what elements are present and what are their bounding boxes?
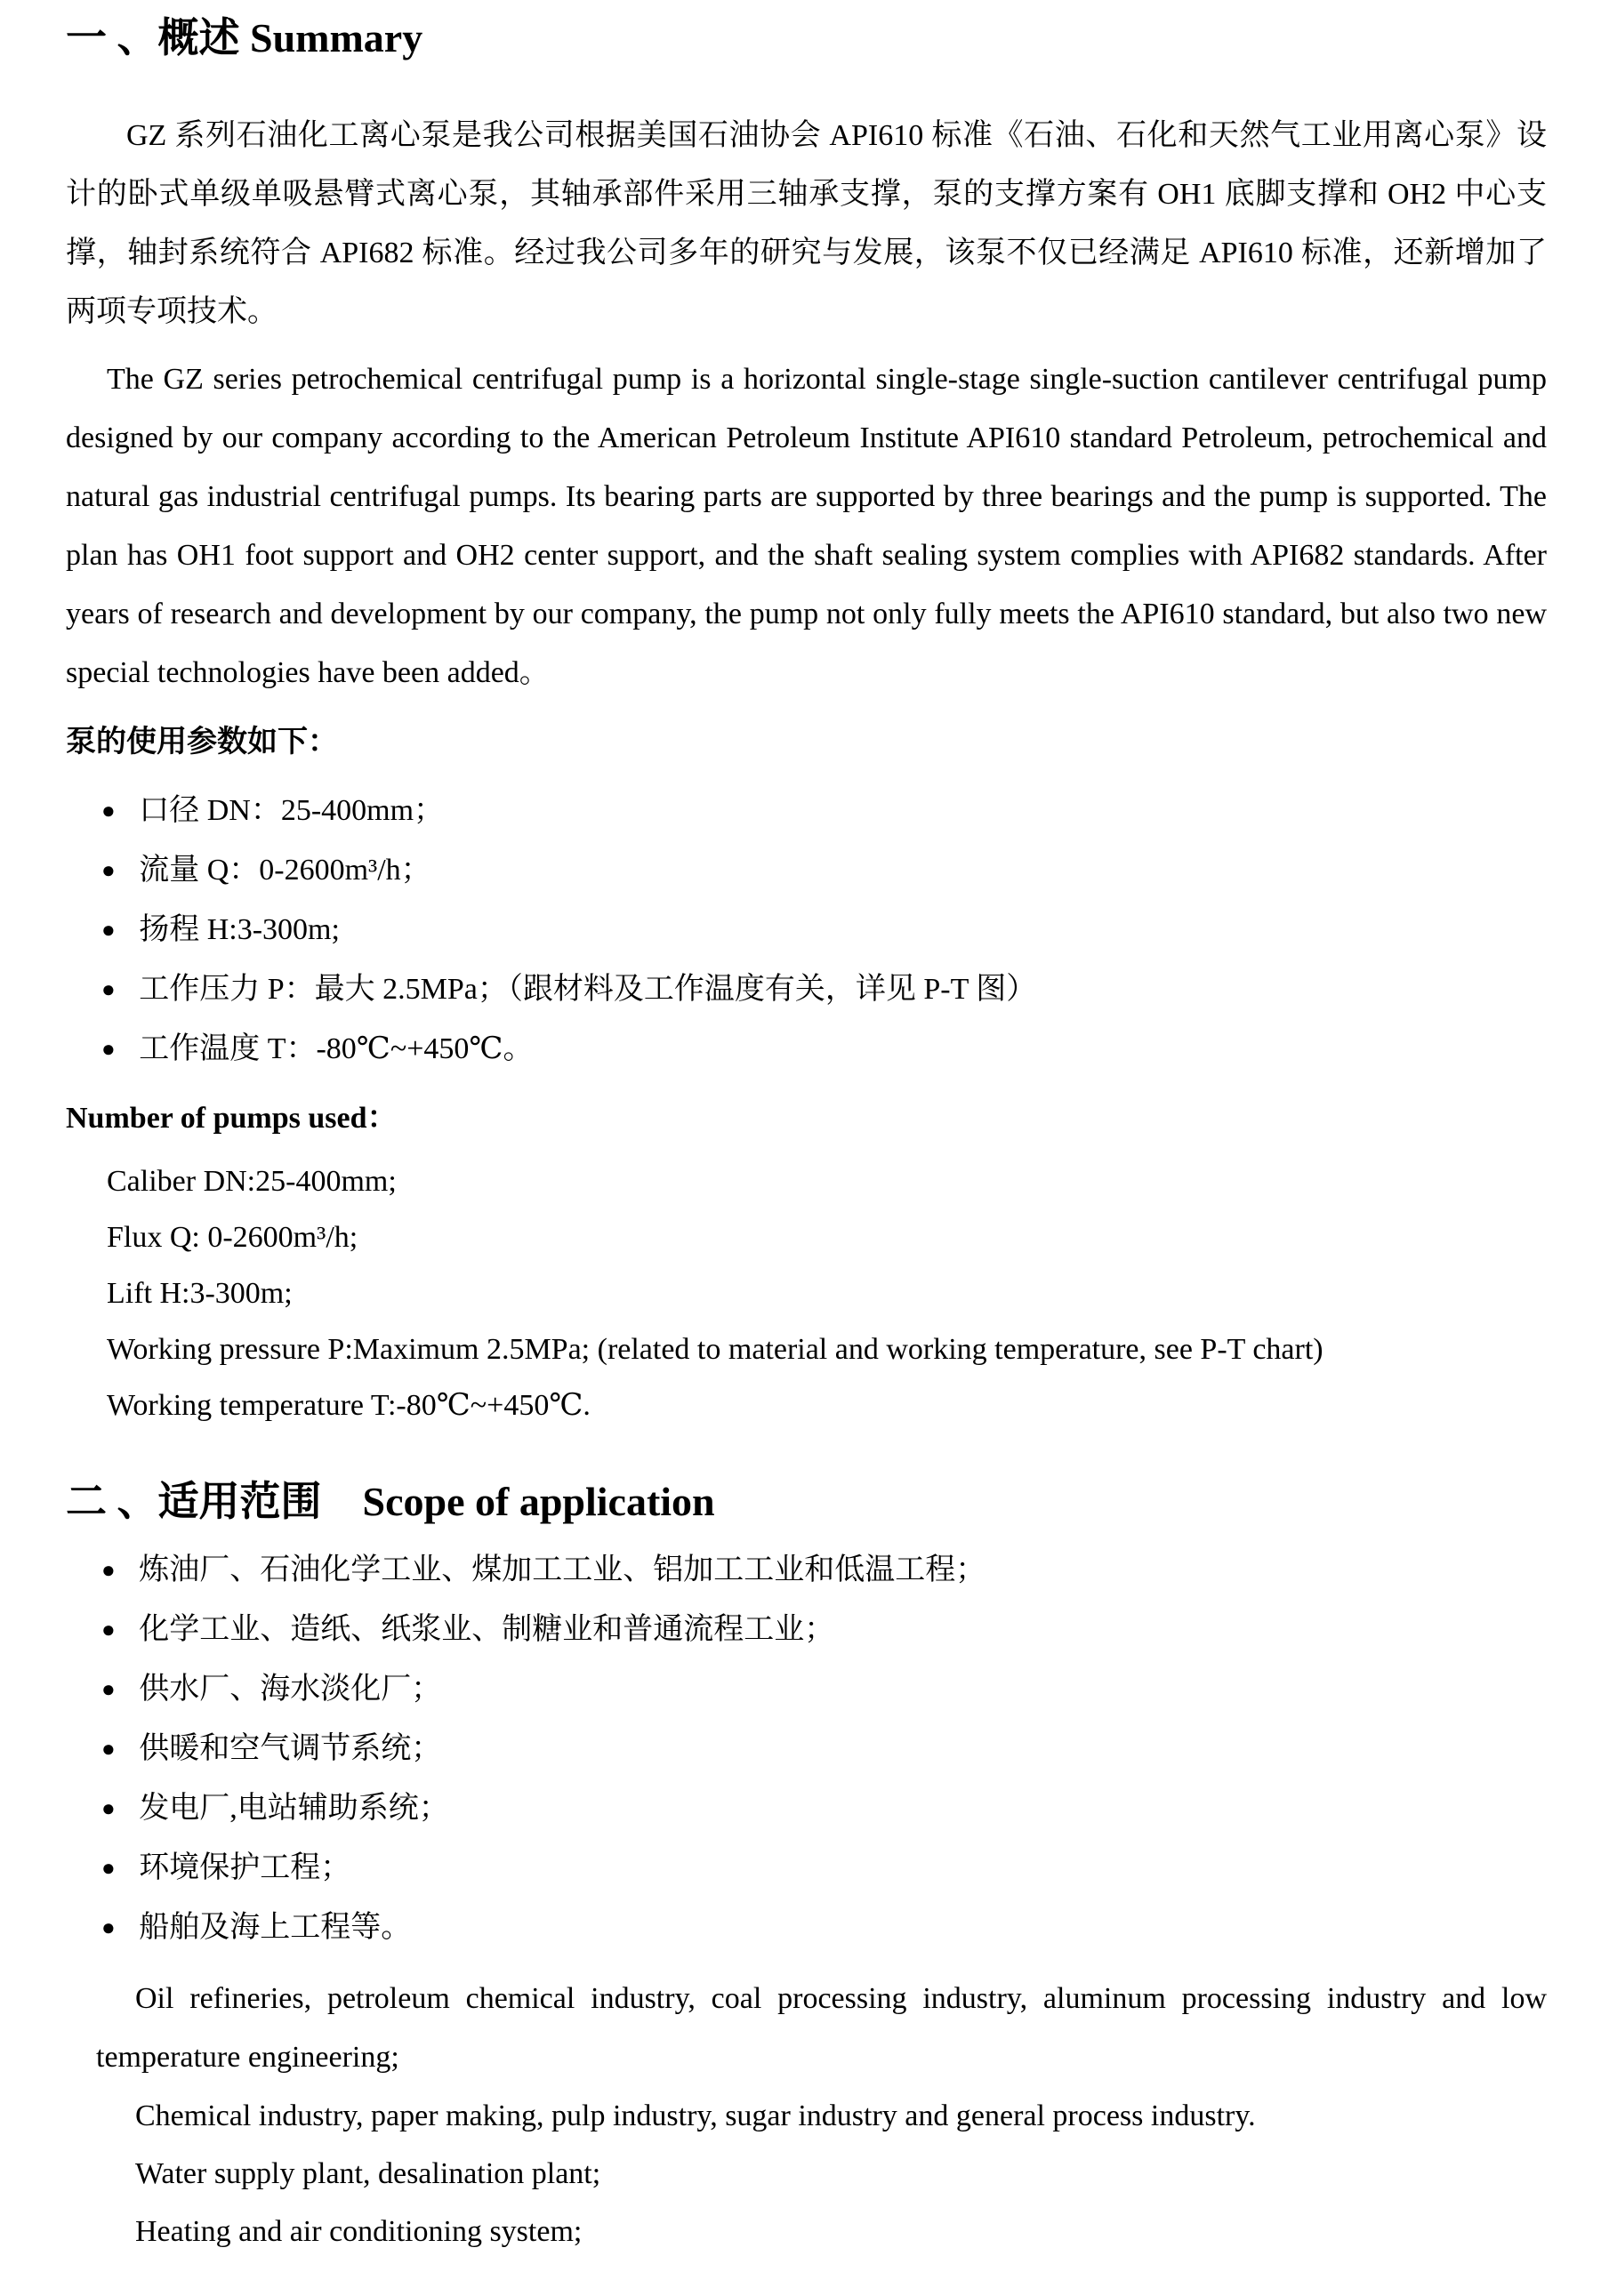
application-item-zh [101,1898,1547,1957]
bullet-icon: ● [101,1795,116,1821]
pump-param-item-en: Working temperature T:-80℃~+450℃. [107,1389,591,1422]
pump-param-text-zh: 流量 Q：0-2600m³/h； [139,854,431,887]
bullet-icon: ● [101,857,116,883]
bullet-icon: ● [101,976,116,1002]
application-text-zh: 环境保护工程； [139,1851,351,1884]
pump-param-text-zh: 工作温度 T：-80℃~+450℃。 [139,1032,534,1065]
bullet-icon: ● [101,1617,116,1642]
section2-paragraph-en-chemical-industry: Chemical industry, paper making, pulp industry, sugar industry and general process industry. [135,2099,1256,2132]
pump-param-text-zh: 口径 DN：25-400mm； [139,794,445,827]
pump-params-heading-zh: 泵的使用参数如下： [66,726,338,759]
pump-params-list-zh [66,781,1547,1079]
pump-params-heading-en: Number of pumps used： [66,1102,398,1135]
section2-heading: 二 、适用范围 Scope of application [66,1479,715,1524]
bullet-icon: ● [101,1676,116,1702]
bullet-icon: ● [101,917,116,943]
pump-param-item-en: Caliber DN:25-400mm; [107,1165,397,1198]
bullet-icon: ● [101,1736,116,1762]
application-text-zh: 化学工业、造纸、纸浆业、制糖业和普通流程工业； [139,1613,835,1646]
pump-param-item-zh [101,900,1547,959]
section2-paragraph-en-oil-refineries: Oil refineries, petroleum chemical industry, coal processing industry, aluminum processing industry and low temperature engineering; [96,1982,1547,2074]
pump-param-item-zh [101,781,1547,840]
pump-param-item-en: Working pressure P:Maximum 2.5MPa; (related to material and working temperature, see P-T chart) [107,1333,1323,1366]
section2-paragraph-en-water-supply: Water supply plant, desalination plant; [135,2157,601,2190]
bullet-icon: ● [101,1557,116,1583]
pump-param-item-zh [101,1019,1547,1079]
application-item-zh [101,1600,1547,1659]
application-text-zh: 炼油厂、石油化学工业、煤加工工业、铝加工工业和低温工程； [139,1553,986,1586]
pump-param-text-zh: 工作压力 P：最大 2.5MPa；（跟材料及工作温度有关，详见 P-T 图） [139,973,1037,1006]
section1-paragraph-zh: GZ 系列石油化工离心泵是我公司根据美国石油协会 API610 标准《石油、石化和天然气工业用离心泵》设计的卧式单级单吸悬臂式离心泵，其轴承部件采用三轴承支撑，泵的支撑方案有 OH1 底脚支撑和 OH2 中心支撑，轴封系统符合 API682 标准。经过我公司多年的研究与发展，该泵不仅已经满足 API610 标准，还新增加了两项专项技术。 [66,119,1547,328]
application-item-zh [101,1540,1547,1600]
bullet-icon: ● [101,798,116,823]
application-item-zh [101,1838,1547,1898]
bullet-icon: ● [101,1036,116,1062]
section2-paragraph-en-heating: Heating and air conditioning system; [135,2215,583,2248]
pump-param-item-en: Lift H:3-300m; [107,1277,293,1310]
application-text-zh: 供暖和空气调节系统； [139,1732,442,1765]
pump-param-text-zh: 扬程 H:3-300m; [139,913,340,946]
section1-paragraph-en: The GZ series petrochemical centrifugal pump is a horizontal single-stage single-suction cantilever centrifugal pump designed by our company according to the American Petroleum Institute API610 standard Petroleum, petrochemical and natural gas industrial centrifugal pumps. Its bearing parts are supported by three bearings and the pump is supported. The plan has OH1 foot support and OH2 center support, and the shaft sealing system complies with API682 standards. After years of research and development by our company, the pump not only fully meets the API610 standard, but also two new special technologies have been added。 [66,363,1547,689]
pump-param-item-zh [101,959,1547,1019]
application-text-zh: 发电厂,电站辅助系统； [139,1792,449,1825]
bullet-icon: ● [101,1855,116,1881]
section1-heading: 一 、概述 Summary [66,15,423,60]
application-text-zh: 供水厂、海水淡化厂； [139,1673,442,1706]
pump-param-item-zh [101,840,1547,900]
bullet-icon: ● [101,1915,116,1940]
application-text-zh: 船舶及海上工程等。 [139,1911,412,1944]
pump-params-list-en [66,1153,1547,1433]
application-item-zh [101,1719,1547,1778]
application-item-zh [101,1659,1547,1719]
application-list-zh [66,1540,1547,1957]
application-item-zh [101,1778,1547,1838]
pump-param-item-en: Flux Q: 0-2600m³/h; [107,1221,358,1254]
